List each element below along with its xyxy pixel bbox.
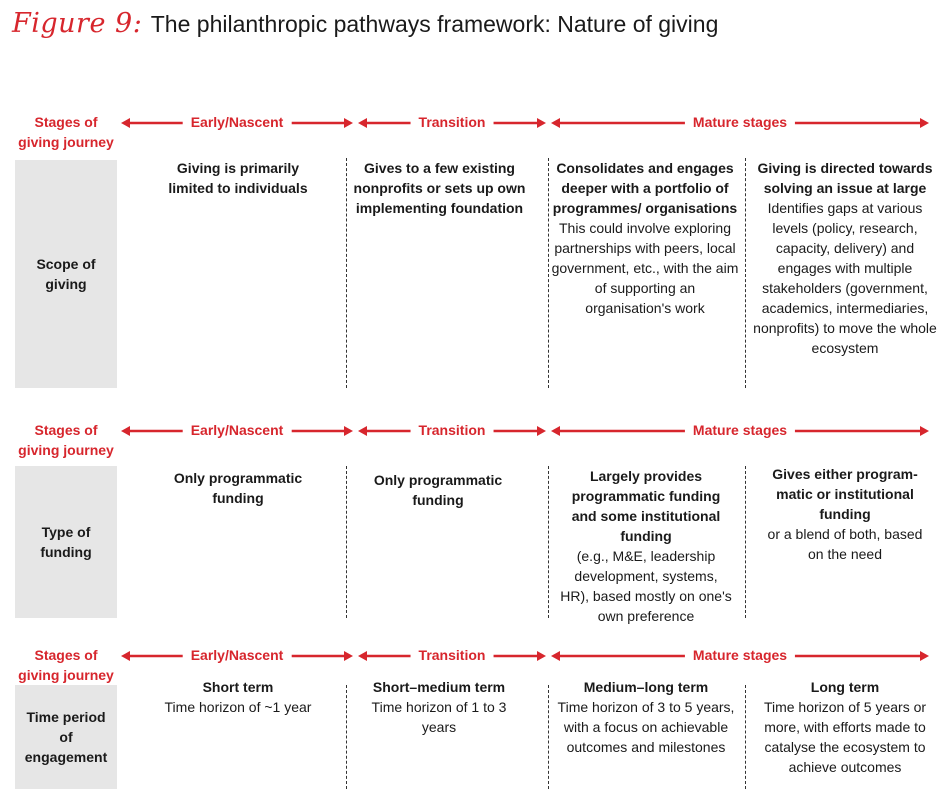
cell-heading: Largely provides programmatic funding and some institutional funding	[571, 468, 721, 544]
stages-row-label: Stages of giving journey	[18, 114, 114, 150]
stage-early-label: Early/Nascent	[183, 112, 292, 132]
cell-heading: Medium–long term	[583, 679, 709, 695]
cell-mature-2	[765, 464, 925, 564]
stages-row-label: Stages of giving journey	[18, 647, 114, 683]
cell-heading: Only programmatic funding	[173, 470, 303, 506]
stage-mature-label: Mature stages	[685, 112, 795, 132]
cell-text: Identifies gaps at various levels (policy, research, capacity, delivery) and engages with multiple stakeholders (government, academics, intermediaries, nonprofits) to move the whole ecosystem	[753, 200, 937, 356]
arrow-transition	[358, 112, 546, 134]
arrow-mature-stages	[551, 645, 929, 667]
cell-heading: Gives either program-matic or institutional funding	[772, 466, 918, 522]
stage-divider	[745, 158, 746, 388]
stage-transition-label: Transition	[411, 420, 494, 440]
cell-text: Time horizon of 1 to 3 years	[371, 699, 507, 735]
cell-heading: Short term	[202, 679, 274, 695]
cell-text: or a blend of both, based on the need	[767, 526, 923, 562]
arrow-transition	[358, 420, 546, 442]
stage-divider	[346, 158, 347, 388]
arrow-mature-stages	[551, 112, 929, 134]
cell-heading: Short–medium term	[372, 679, 506, 695]
figure-heading: The philanthropic pathways framework: Nature of giving	[150, 11, 719, 37]
section-type-of-funding	[15, 420, 933, 624]
stage-divider	[745, 466, 746, 618]
cell-heading: Only programmatic funding	[373, 472, 503, 508]
cell-early	[155, 158, 321, 198]
stage-early-label: Early/Nascent	[183, 420, 292, 440]
cell-mature-2	[753, 158, 937, 358]
stage-divider	[548, 466, 549, 618]
arrow-early-nascent	[121, 112, 353, 134]
arrow-transition	[358, 645, 546, 667]
cell-transition	[363, 470, 513, 510]
cell-text: Time horizon of 5 years or more, with efforts made to catalyse the ecosystem to achieve outcomes	[763, 699, 927, 775]
stage-divider	[548, 158, 549, 388]
cell-text: (e.g., M&E, leadership development, systems, HR), based mostly on one's own preference	[560, 548, 732, 624]
cell-heading: Giving is primarily limited to individuals	[168, 160, 308, 196]
cell-heading: Consolidates and engages deeper with a portfolio of programmes/ organisations	[552, 160, 738, 216]
category-box	[15, 466, 117, 618]
category-box	[15, 685, 117, 789]
cell-mature-1	[560, 466, 732, 626]
stage-early-label: Early/Nascent	[183, 645, 292, 665]
stage-transition-label: Transition	[411, 112, 494, 132]
arrow-early-nascent	[121, 420, 353, 442]
stage-mature-label: Mature stages	[685, 420, 795, 440]
cell-mature-1	[551, 158, 739, 318]
stage-divider	[346, 685, 347, 789]
stages-row-label: Stages of giving journey	[18, 422, 114, 458]
cell-text: Time horizon of 3 to 5 years, with a focus on achievable outcomes and milestones	[557, 699, 735, 755]
category-label: Time period of engagement	[24, 709, 108, 765]
arrow-early-nascent	[121, 645, 353, 667]
section-scope-of-giving	[15, 112, 937, 388]
stage-divider	[548, 685, 549, 789]
stage-divider	[745, 685, 746, 789]
section-time-period	[15, 645, 933, 789]
category-box	[15, 160, 117, 388]
category-label: Type of funding	[40, 524, 92, 560]
stage-mature-label: Mature stages	[685, 645, 795, 665]
stage-transition-label: Transition	[411, 645, 494, 665]
cell-heading: Gives to a few existing nonprofits or sets up own implementing foundation	[353, 160, 526, 216]
figure-label: Figure 9:	[12, 8, 143, 39]
cell-early	[155, 677, 321, 717]
cell-mature-2	[753, 677, 937, 777]
cell-heading: Giving is directed towards solving an issue at large	[757, 160, 933, 196]
stage-divider	[346, 466, 347, 618]
cell-heading: Long term	[810, 679, 880, 695]
category-label: Scope of giving	[36, 256, 96, 292]
figure-title	[12, 8, 718, 48]
cell-mature-1	[553, 677, 739, 757]
cell-text: Time horizon of ~1 year	[164, 699, 312, 715]
cell-transition	[353, 158, 526, 218]
arrow-mature-stages	[551, 420, 929, 442]
cell-transition	[358, 677, 520, 737]
cell-early	[155, 468, 321, 508]
cell-text: This could involve exploring partnerships with peers, local government, etc., with the aim of supporting an organisation's work	[551, 220, 739, 316]
